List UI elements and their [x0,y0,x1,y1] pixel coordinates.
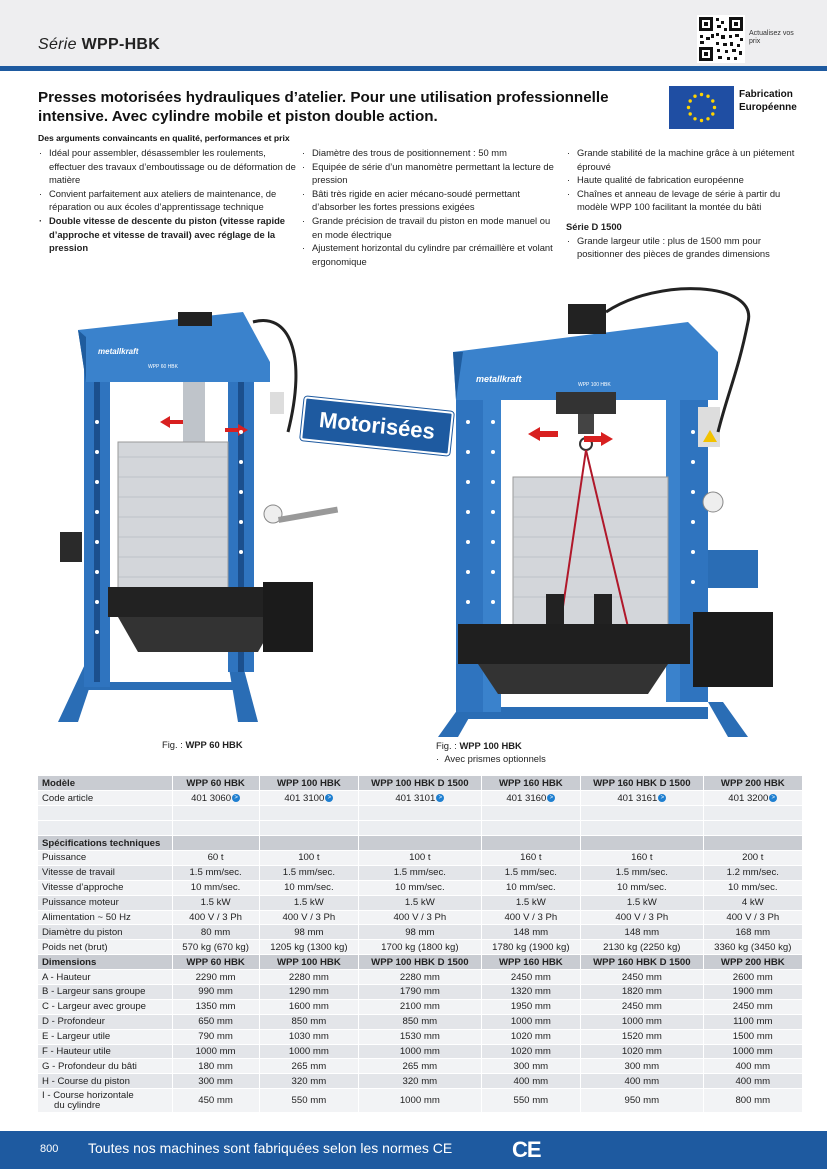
cell-value: 1000 mm [581,1014,704,1029]
qr-note: Actualisez vos prix [749,30,794,45]
cell-value: 1320 mm [481,984,580,999]
cell-value [359,806,482,821]
cell-value: 401 3200 > [703,791,802,806]
info-arrow-icon[interactable]: > [658,794,666,802]
row-label: D - Profondeur [38,1014,172,1029]
row-label [38,821,172,836]
cell-value: 401 3100 > [259,791,358,806]
info-arrow-icon[interactable]: > [547,794,555,802]
cell-value: 180 mm [172,1059,259,1074]
cell-value: 400 V / 3 Ph [172,910,259,925]
eu-star-icon [687,106,690,109]
cell-value: 1020 mm [581,1044,704,1059]
cell-value: 100 t [259,850,358,865]
cell-value [172,806,259,821]
cell-value [259,836,358,851]
cell-value: WPP 160 HBK D 1500 [581,955,704,970]
feature-item: · Grande stabilité de la machine grâce à un piétement éprouvé [566,146,806,173]
cell-value: 98 mm [259,925,358,940]
info-arrow-icon[interactable]: > [769,794,777,802]
eu-star-icon [689,99,692,102]
eu-star-icon [711,112,714,115]
row-label: Vitesse d’approche [38,880,172,895]
cell-value: 2600 mm [703,970,802,985]
row-label: F - Hauteur utile [38,1044,172,1059]
table-row [38,1014,802,1029]
cell-value: 10 mm/sec. [581,880,704,895]
cell-value [581,836,704,851]
cell-value: 400 V / 3 Ph [259,910,358,925]
cell-value: 850 mm [259,1014,358,1029]
cell-value: WPP 100 HBK D 1500 [359,955,482,970]
caption-wpp100: Fig. : WPP 100 HBK · Avec prismes optionnels [436,740,546,764]
cell-value: WPP 60 HBK [172,955,259,970]
table-row [38,895,802,910]
row-label: Puissance [38,850,172,865]
cell-value [172,836,259,851]
cell-value [259,821,358,836]
cell-value [581,806,704,821]
cell-value: WPP 160 HBK D 1500 [581,776,704,791]
cell-value: 1.5 mm/sec. [359,865,482,880]
cell-value: 320 mm [359,1074,482,1089]
cell-value: WPP 60 HBK [172,776,259,791]
cell-value [481,806,580,821]
cell-value: 10 mm/sec. [359,880,482,895]
table-row [38,1074,802,1089]
cell-value: 265 mm [259,1059,358,1074]
cell-value: 550 mm [259,1089,358,1113]
table-header-row [38,955,802,970]
feature-item: · Chaînes et anneau de levage de série à partir du modèle WPP 100 facilitant la montée du bâti [566,187,806,214]
row-label: Diamètre du piston [38,925,172,940]
row-label: E - Largeur utile [38,1029,172,1044]
eu-star-icon [700,93,703,96]
cell-value: 1790 mm [359,984,482,999]
cell-value: WPP 100 HBK D 1500 [359,776,482,791]
row-label: Code article [38,791,172,806]
cell-value: 300 mm [172,1074,259,1089]
cell-value: 570 kg (670 kg) [172,940,259,955]
cell-value: 401 3101 > [359,791,482,806]
cell-value: WPP 200 HBK [703,776,802,791]
cell-value: 1600 mm [259,999,358,1014]
cell-value: 1820 mm [581,984,704,999]
cell-value [172,821,259,836]
table-spacer-row [38,821,802,836]
cell-value: 800 mm [703,1089,802,1113]
cell-value: 650 mm [172,1014,259,1029]
cell-value: 400 mm [703,1059,802,1074]
cell-value: 10 mm/sec. [703,880,802,895]
cell-value: 1.5 mm/sec. [581,865,704,880]
cell-value: 2130 kg (2250 kg) [581,940,704,955]
cell-value [703,836,802,851]
cell-value: 990 mm [172,984,259,999]
eu-star-icon [711,99,714,102]
row-label: H - Course du piston [38,1074,172,1089]
row-label: Vitesse de travail [38,865,172,880]
cell-value: 400 V / 3 Ph [703,910,802,925]
cell-value: 1.5 mm/sec. [259,865,358,880]
table-row [38,970,802,985]
cell-value: 265 mm [359,1059,482,1074]
model-plate-right: WPP 100 HBK [578,382,611,388]
feature-item: · Idéal pour assembler, désassembler les roulements, effectuer des travaux d’emboutissage ou de déformation de matière [38,146,300,187]
features-column-2 [301,146,563,268]
cell-value: 790 mm [172,1029,259,1044]
ce-mark-icon: CE [512,1137,541,1162]
cell-value: WPP 160 HBK [481,776,580,791]
cell-value: 1780 kg (1900 kg) [481,940,580,955]
info-arrow-icon[interactable]: > [232,794,240,802]
cell-value: 200 t [703,850,802,865]
cell-value: WPP 160 HBK [481,955,580,970]
header-accent-bar [0,66,827,71]
cell-value: 100 t [359,850,482,865]
row-label: Modèle [38,776,172,791]
feature-item: · Bâti très rigide en acier mécano-soudé permettant d’absorber les fortes pressions exigées [301,187,563,214]
cell-value: 1.2 mm/sec. [703,865,802,880]
eu-fabrication-label: Fabrication Européenne [739,89,797,113]
table-row [38,940,802,955]
cell-value: 1950 mm [481,999,580,1014]
cell-value: 148 mm [481,925,580,940]
cell-value: 1000 mm [359,1089,482,1113]
eu-star-icon [713,106,716,109]
cell-value: 1100 mm [703,1014,802,1029]
feature-item: · Convient parfaitement aux ateliers de maintenance, de réparation ou aux écoles d’apprentissage technique [38,187,300,214]
cell-value [481,821,580,836]
caption-wpp60: Fig. : WPP 60 HBK [162,739,243,750]
eu-star-icon [693,117,696,120]
cell-value: 2450 mm [581,970,704,985]
cell-value: 10 mm/sec. [481,880,580,895]
spec-table [38,776,802,1113]
page-headline: Presses motorisées hydrauliques d’atelier. Pour une utilisation professionnelle intensive. Avec cylindre mobile et piston double action. [38,89,609,125]
cell-value: 3360 kg (3450 kg) [703,940,802,955]
features-column-3 [566,146,806,261]
cell-value: 950 mm [581,1089,704,1113]
page-number: 800 [40,1143,59,1155]
cell-value: 2450 mm [703,999,802,1014]
cell-value: 1.5 kW [581,895,704,910]
table-row [38,1089,802,1113]
cell-value: 400 mm [703,1074,802,1089]
cell-value: 401 3060 > [172,791,259,806]
cell-value: 1000 mm [172,1044,259,1059]
table-row [38,865,802,880]
cell-value: 2450 mm [481,970,580,985]
feature-item: · Haute qualité de fabrication européenne [566,173,806,187]
row-label: G - Profondeur du bâti [38,1059,172,1074]
cell-value: 168 mm [703,925,802,940]
cell-value: 1.5 mm/sec. [172,865,259,880]
row-label: A - Hauteur [38,970,172,985]
cell-value: 400 mm [481,1074,580,1089]
cell-value: 400 mm [581,1074,704,1089]
table-row [38,999,802,1014]
feature-item: · Diamètre des trous de positionnement : 50 mm [301,146,563,160]
eu-flag-icon [669,86,734,129]
cell-value: 80 mm [172,925,259,940]
cell-value: 400 V / 3 Ph [481,910,580,925]
cell-value: 450 mm [172,1089,259,1113]
cell-value [481,836,580,851]
eu-star-icon [693,95,696,98]
brand-text-left: metallkraft [98,347,139,356]
cell-value: 1350 mm [172,999,259,1014]
cell-value: 1000 mm [703,1044,802,1059]
table-row [38,1059,802,1074]
row-label: I - Course horizontale du cylindre [38,1089,172,1113]
press-wpp60-illustration [58,312,338,722]
cell-value: 300 mm [581,1059,704,1074]
cell-value: 1020 mm [481,1029,580,1044]
feature-item: · Grande largeur utile : plus de 1500 mm pour positionner des pièces de grandes dimensions [566,234,806,261]
cell-value: 1.5 kW [481,895,580,910]
cell-value [359,836,482,851]
row-label: Alimentation ~ 50 Hz [38,910,172,925]
cell-value: 1205 kg (1300 kg) [259,940,358,955]
series-d1500-title: Série D 1500 [566,220,622,232]
cell-value: WPP 100 HBK [259,955,358,970]
row-label: Puissance moteur [38,895,172,910]
cell-value: 1700 kg (1800 kg) [359,940,482,955]
cell-value [359,821,482,836]
cell-value: 1500 mm [703,1029,802,1044]
row-label: Spécifications techniques [38,836,172,851]
product-photos [38,282,798,752]
cell-value: 10 mm/sec. [172,880,259,895]
row-label: Poids net (brut) [38,940,172,955]
feature-item: · Equipée de série d’un manomètre permettant la lecture de pression [301,160,563,187]
cell-value: WPP 100 HBK [259,776,358,791]
cell-value: 1530 mm [359,1029,482,1044]
cell-value: 550 mm [481,1089,580,1113]
table-row [38,880,802,895]
eu-star-icon [700,119,703,122]
series-prefix: Série [38,36,77,53]
eu-star-icon [706,95,709,98]
cell-value: 10 mm/sec. [259,880,358,895]
feature-item: · Ajustement horizontal du cylindre par crémaillère et volant ergonomique [301,241,563,268]
cell-value: 2450 mm [581,999,704,1014]
cell-value [703,806,802,821]
cell-value: 2280 mm [359,970,482,985]
cell-value: 1.5 kW [359,895,482,910]
row-label [38,806,172,821]
motorisees-badge: Motorisées [300,396,454,455]
cell-value: 400 V / 3 Ph [359,910,482,925]
cell-value: 401 3160 > [481,791,580,806]
table-row [38,925,802,940]
cell-value [259,806,358,821]
cell-value: 4 kW [703,895,802,910]
cell-value: 850 mm [359,1014,482,1029]
eu-star-icon [706,117,709,120]
cell-value: 1.5 kW [259,895,358,910]
row-label: Dimensions [38,955,172,970]
cell-value: 1.5 kW [172,895,259,910]
cell-value [703,821,802,836]
press-wpp100-illustration [438,289,773,737]
cell-value: 1290 mm [259,984,358,999]
cell-value: 160 t [581,850,704,865]
cell-value: 2100 mm [359,999,482,1014]
cell-value: 160 t [481,850,580,865]
table-row [38,984,802,999]
cell-value: 400 V / 3 Ph [581,910,704,925]
cell-value: 1.5 mm/sec. [481,865,580,880]
table-row [38,1044,802,1059]
cell-value: 98 mm [359,925,482,940]
table-spacer-row [38,806,802,821]
cell-value: 1000 mm [359,1044,482,1059]
eu-star-icon [689,112,692,115]
series-title [38,36,160,54]
cell-value [581,821,704,836]
table-row [38,1029,802,1044]
cell-value: 2290 mm [172,970,259,985]
cell-value: 148 mm [581,925,704,940]
features-column-1 [38,146,300,255]
model-plate-left: WPP 60 HBK [148,364,178,370]
feature-item: · Grande précision de travail du piston en mode manuel ou en mode électrique [301,214,563,241]
cell-value: 1000 mm [259,1044,358,1059]
cell-value: 1000 mm [481,1014,580,1029]
cell-value: 1900 mm [703,984,802,999]
table-row [38,910,802,925]
footer-text: Toutes nos machines sont fabriquées selon les normes CE [88,1140,453,1156]
row-label: C - Largeur avec groupe [38,999,172,1014]
table-row [38,791,802,806]
cell-value: 300 mm [481,1059,580,1074]
cell-value: 2280 mm [259,970,358,985]
cell-value: 60 t [172,850,259,865]
cell-value: 1030 mm [259,1029,358,1044]
cell-value: 401 3161 > [581,791,704,806]
table-section-row [38,836,802,851]
arguments-title: Des arguments convaincants en qualité, performances et prix [38,133,290,143]
qr-code-icon[interactable] [697,15,745,63]
series-name: WPP-HBK [81,36,161,53]
row-label: B - Largeur sans groupe [38,984,172,999]
info-arrow-icon[interactable]: > [436,794,444,802]
feature-item: · Double vitesse de descente du piston (vitesse rapide d’approche et vitesse de travail) avec réglage de la pression [38,214,300,255]
cell-value: 1520 mm [581,1029,704,1044]
cell-value: WPP 200 HBK [703,955,802,970]
cell-value: 320 mm [259,1074,358,1089]
table-header-row [38,776,802,791]
table-row [38,850,802,865]
brand-text-right: metallkraft [476,374,522,384]
cell-value: 1020 mm [481,1044,580,1059]
info-arrow-icon[interactable]: > [325,794,333,802]
